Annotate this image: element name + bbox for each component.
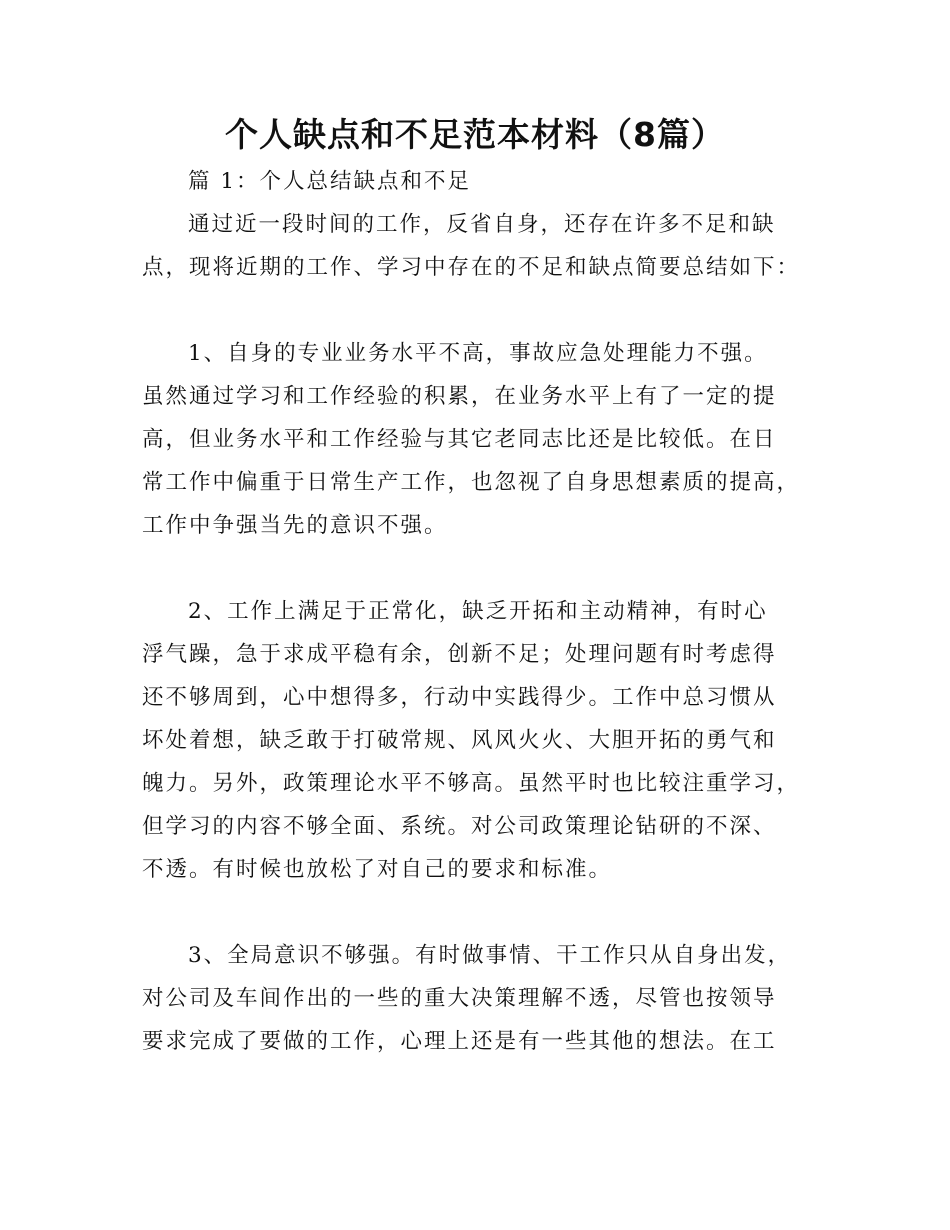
point3-line: 要求完成了要做的工作，心理上还是有一些其他的想法。在工	[142, 1029, 777, 1054]
point1-line: 1、自身的专业业务水平不高，事故应急处理能力不强。	[188, 341, 768, 366]
point2-line: 魄力。另外，政策理论水平不够高。虽然平时也比较注重学习，	[142, 771, 801, 796]
paragraph-gap	[142, 891, 827, 934]
point2-line: 2、工作上满足于正常化，缺乏开拓和主动精神，有时心	[188, 599, 768, 624]
paragraph-gap	[142, 547, 827, 590]
point2-line: 坏处着想，缺乏敢于打破常规、风风火火、大胆开拓的勇气和	[142, 728, 777, 753]
point2-line: 但学习的内容不够全面、系统。对公司政策理论钻研的不深、	[142, 814, 777, 839]
point2-line: 还不够周到，心中想得多，行动中实践得少。工作中总习惯从	[142, 685, 777, 710]
point1-line: 高，但业务水平和工作经验与其它老同志比还是比较低。在日	[142, 427, 777, 452]
intro-line: 点，现将近期的工作、学习中存在的不足和缺点简要总结如下：	[142, 255, 801, 280]
point3-line: 3、全局意识不够强。有时做事情、干工作只从自身出发，	[188, 943, 792, 968]
point1-line: 常工作中偏重于日常生产工作，也忽视了自身思想素质的提高，	[142, 470, 801, 495]
paragraph-gap	[142, 289, 827, 332]
point3-line: 对公司及车间作出的一些的重大决策理解不透，尽管也按领导	[142, 986, 777, 1011]
point1-line: 虽然通过学习和工作经验的积累，在业务水平上有了一定的提	[142, 384, 777, 409]
point2-line: 不透。有时候也放松了对自己的要求和标准。	[142, 857, 613, 882]
intro-line: 通过近一段时间的工作，反省自身，还存在许多不足和缺	[188, 212, 776, 237]
point1-line: 工作中争强当先的意识不强。	[142, 513, 448, 538]
document-body	[142, 160, 827, 1063]
point2-line: 浮气躁，急于求成平稳有余，创新不足；处理问题有时考虑得	[142, 642, 777, 667]
document-title: 个人缺点和不足范本材料（8篇）	[225, 115, 725, 154]
section-heading: 篇 1：个人总结缺点和不足	[188, 169, 472, 194]
